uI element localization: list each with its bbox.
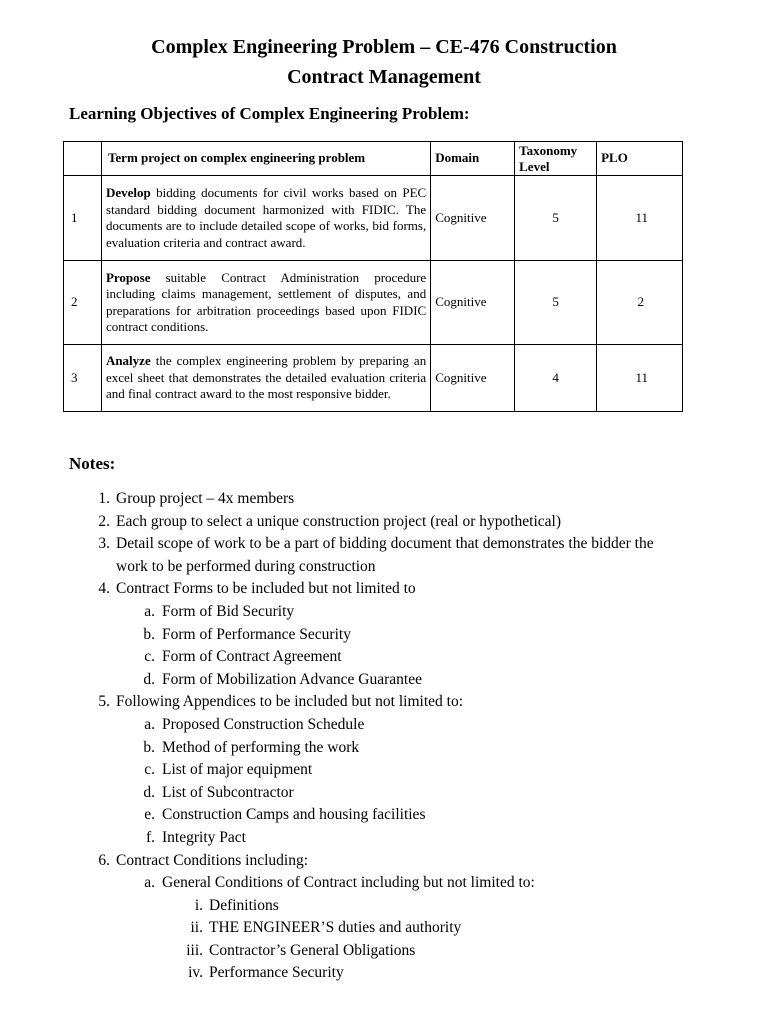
learning-objectives-heading: Learning Objectives of Complex Engineering Problem:	[69, 104, 470, 123]
list-item-label: a.	[144, 715, 155, 733]
list-item-text: Contract Forms to be included but not limited to	[116, 580, 416, 598]
list-item-label: f.	[145, 828, 155, 846]
list-item	[0, 714, 768, 737]
list-item-label: b.	[143, 625, 155, 643]
list-item	[0, 624, 768, 647]
row-description-text: the complex engineering problem by preparing an excel sheet that demonstrates the detailed evaluation criteria and final contract award to the most responsive bidder.	[105, 353, 427, 402]
list-item-text: Proposed Construction Schedule	[162, 715, 365, 733]
list-item-text: Form of Mobilization Advance Guarantee	[162, 670, 422, 688]
list-item-label: 4.	[98, 580, 110, 598]
list-item-label: 5.	[98, 693, 110, 711]
list-item-text: Contract Conditions including:	[116, 851, 309, 869]
list-item	[0, 578, 768, 601]
row-verb: Propose	[105, 269, 151, 285]
list-item-label: c.	[144, 761, 155, 779]
list-item-label: 1.	[98, 490, 110, 507]
row-plo: 11	[597, 345, 683, 412]
list-item-label: d.	[143, 783, 155, 801]
list-item-label: b.	[143, 738, 155, 756]
list-item-label: c.	[144, 648, 155, 666]
row-plo: 2	[597, 261, 683, 345]
list-item	[0, 691, 768, 714]
row-domain: Cognitive	[431, 176, 515, 261]
row-taxonomy: 5	[515, 261, 597, 345]
table-row	[64, 345, 683, 412]
header-plo: PLO	[597, 142, 683, 176]
row-verb: Analyze	[105, 353, 151, 369]
list-item	[0, 962, 768, 985]
list-item-label: iv.	[188, 964, 203, 982]
row-domain: Cognitive	[431, 345, 515, 412]
list-item-text: Group project – 4x members	[116, 490, 295, 507]
list-item-label: ii.	[190, 919, 203, 937]
row-description	[101, 261, 430, 345]
list-item-label: i.	[194, 896, 203, 914]
table-row	[64, 261, 683, 345]
header-domain: Domain	[431, 142, 515, 176]
list-item-label: 2.	[98, 512, 110, 530]
list-item	[0, 940, 768, 963]
list-item	[0, 804, 768, 827]
list-item-text: General Conditions of Contract including but not limited to:	[162, 874, 535, 892]
list-item	[0, 601, 768, 624]
title-line-2: Contract Management	[287, 66, 481, 88]
list-item-label: a.	[144, 874, 155, 892]
list-item	[0, 895, 768, 918]
list-item-text: Form of Performance Security	[162, 625, 351, 643]
row-taxonomy: 4	[515, 345, 597, 412]
list-item-text: Performance Security	[209, 964, 344, 982]
list-item	[0, 511, 768, 534]
notes-heading: Notes:	[69, 454, 116, 473]
list-item-label: e.	[144, 806, 155, 824]
list-item	[0, 827, 768, 850]
row-description-text: bidding documents for civil works based on PEC standard bidding document harmonized with FIDIC. The documents are to include detailed scope of works, bid forms, evaluation criteria and contract award.	[105, 185, 427, 250]
list-item-text: Form of Contract Agreement	[162, 648, 342, 666]
list-item	[0, 782, 768, 805]
row-plo: 11	[597, 176, 683, 261]
list-item-text: Method of performing the work	[162, 738, 360, 756]
list-item-label: iii.	[186, 941, 203, 959]
row-description	[101, 176, 430, 261]
list-item-text: Integrity Pact	[162, 828, 246, 846]
header-term: Term project on complex engineering problem	[101, 142, 430, 176]
row-description	[101, 345, 430, 412]
learning-objectives-table	[63, 141, 683, 412]
table-header-row	[64, 142, 683, 176]
row-number: 2	[64, 261, 102, 345]
list-item	[0, 646, 768, 669]
header-taxonomy: Taxonomy Level	[515, 142, 597, 176]
list-item-label: d.	[143, 670, 155, 688]
list-item	[0, 737, 768, 760]
list-item-label: 3.	[98, 535, 110, 553]
list-item-text: List of major equipment	[162, 761, 313, 779]
header-num	[64, 142, 102, 176]
list-item-label: 6.	[98, 851, 110, 869]
row-verb: Develop	[105, 185, 151, 200]
list-item-text: Contractor’s General Obligations	[209, 941, 416, 959]
list-item-text: List of Subcontractor	[162, 783, 294, 801]
notes-list	[0, 488, 768, 985]
row-number: 1	[64, 176, 102, 261]
row-domain: Cognitive	[431, 261, 515, 345]
list-item	[0, 917, 768, 940]
list-item-text: Construction Camps and housing facilities	[162, 806, 426, 824]
list-item-text: Each group to select a unique construction project (real or hypothetical)	[116, 512, 562, 530]
row-taxonomy: 5	[515, 176, 597, 261]
list-item	[0, 533, 768, 578]
list-item	[0, 872, 768, 895]
list-item	[0, 669, 768, 692]
document-title	[0, 32, 768, 92]
list-item-text: Following Appendices to be included but not limited to:	[116, 693, 463, 711]
row-description-text: suitable Contract Administration procedure including claims management, settlement of disputes, and preparations for arbitration proceedings based upon FIDIC contract conditions.	[105, 269, 427, 334]
list-item	[0, 850, 768, 873]
list-item-text: Detail scope of work to be a part of bidding document that demonstrates the bidder the work to be performed during construction	[116, 535, 654, 575]
table-row	[64, 176, 683, 261]
list-item-text: Form of Bid Security	[162, 602, 295, 620]
list-item	[0, 759, 768, 782]
title-line-1: Complex Engineering Problem – CE-476 Construction	[151, 36, 617, 58]
row-number: 3	[64, 345, 102, 412]
list-item-text: Definitions	[209, 896, 279, 914]
list-item-text: THE ENGINEER’S duties and authority	[209, 919, 462, 937]
list-item	[0, 488, 768, 511]
list-item-label: a.	[144, 602, 155, 620]
